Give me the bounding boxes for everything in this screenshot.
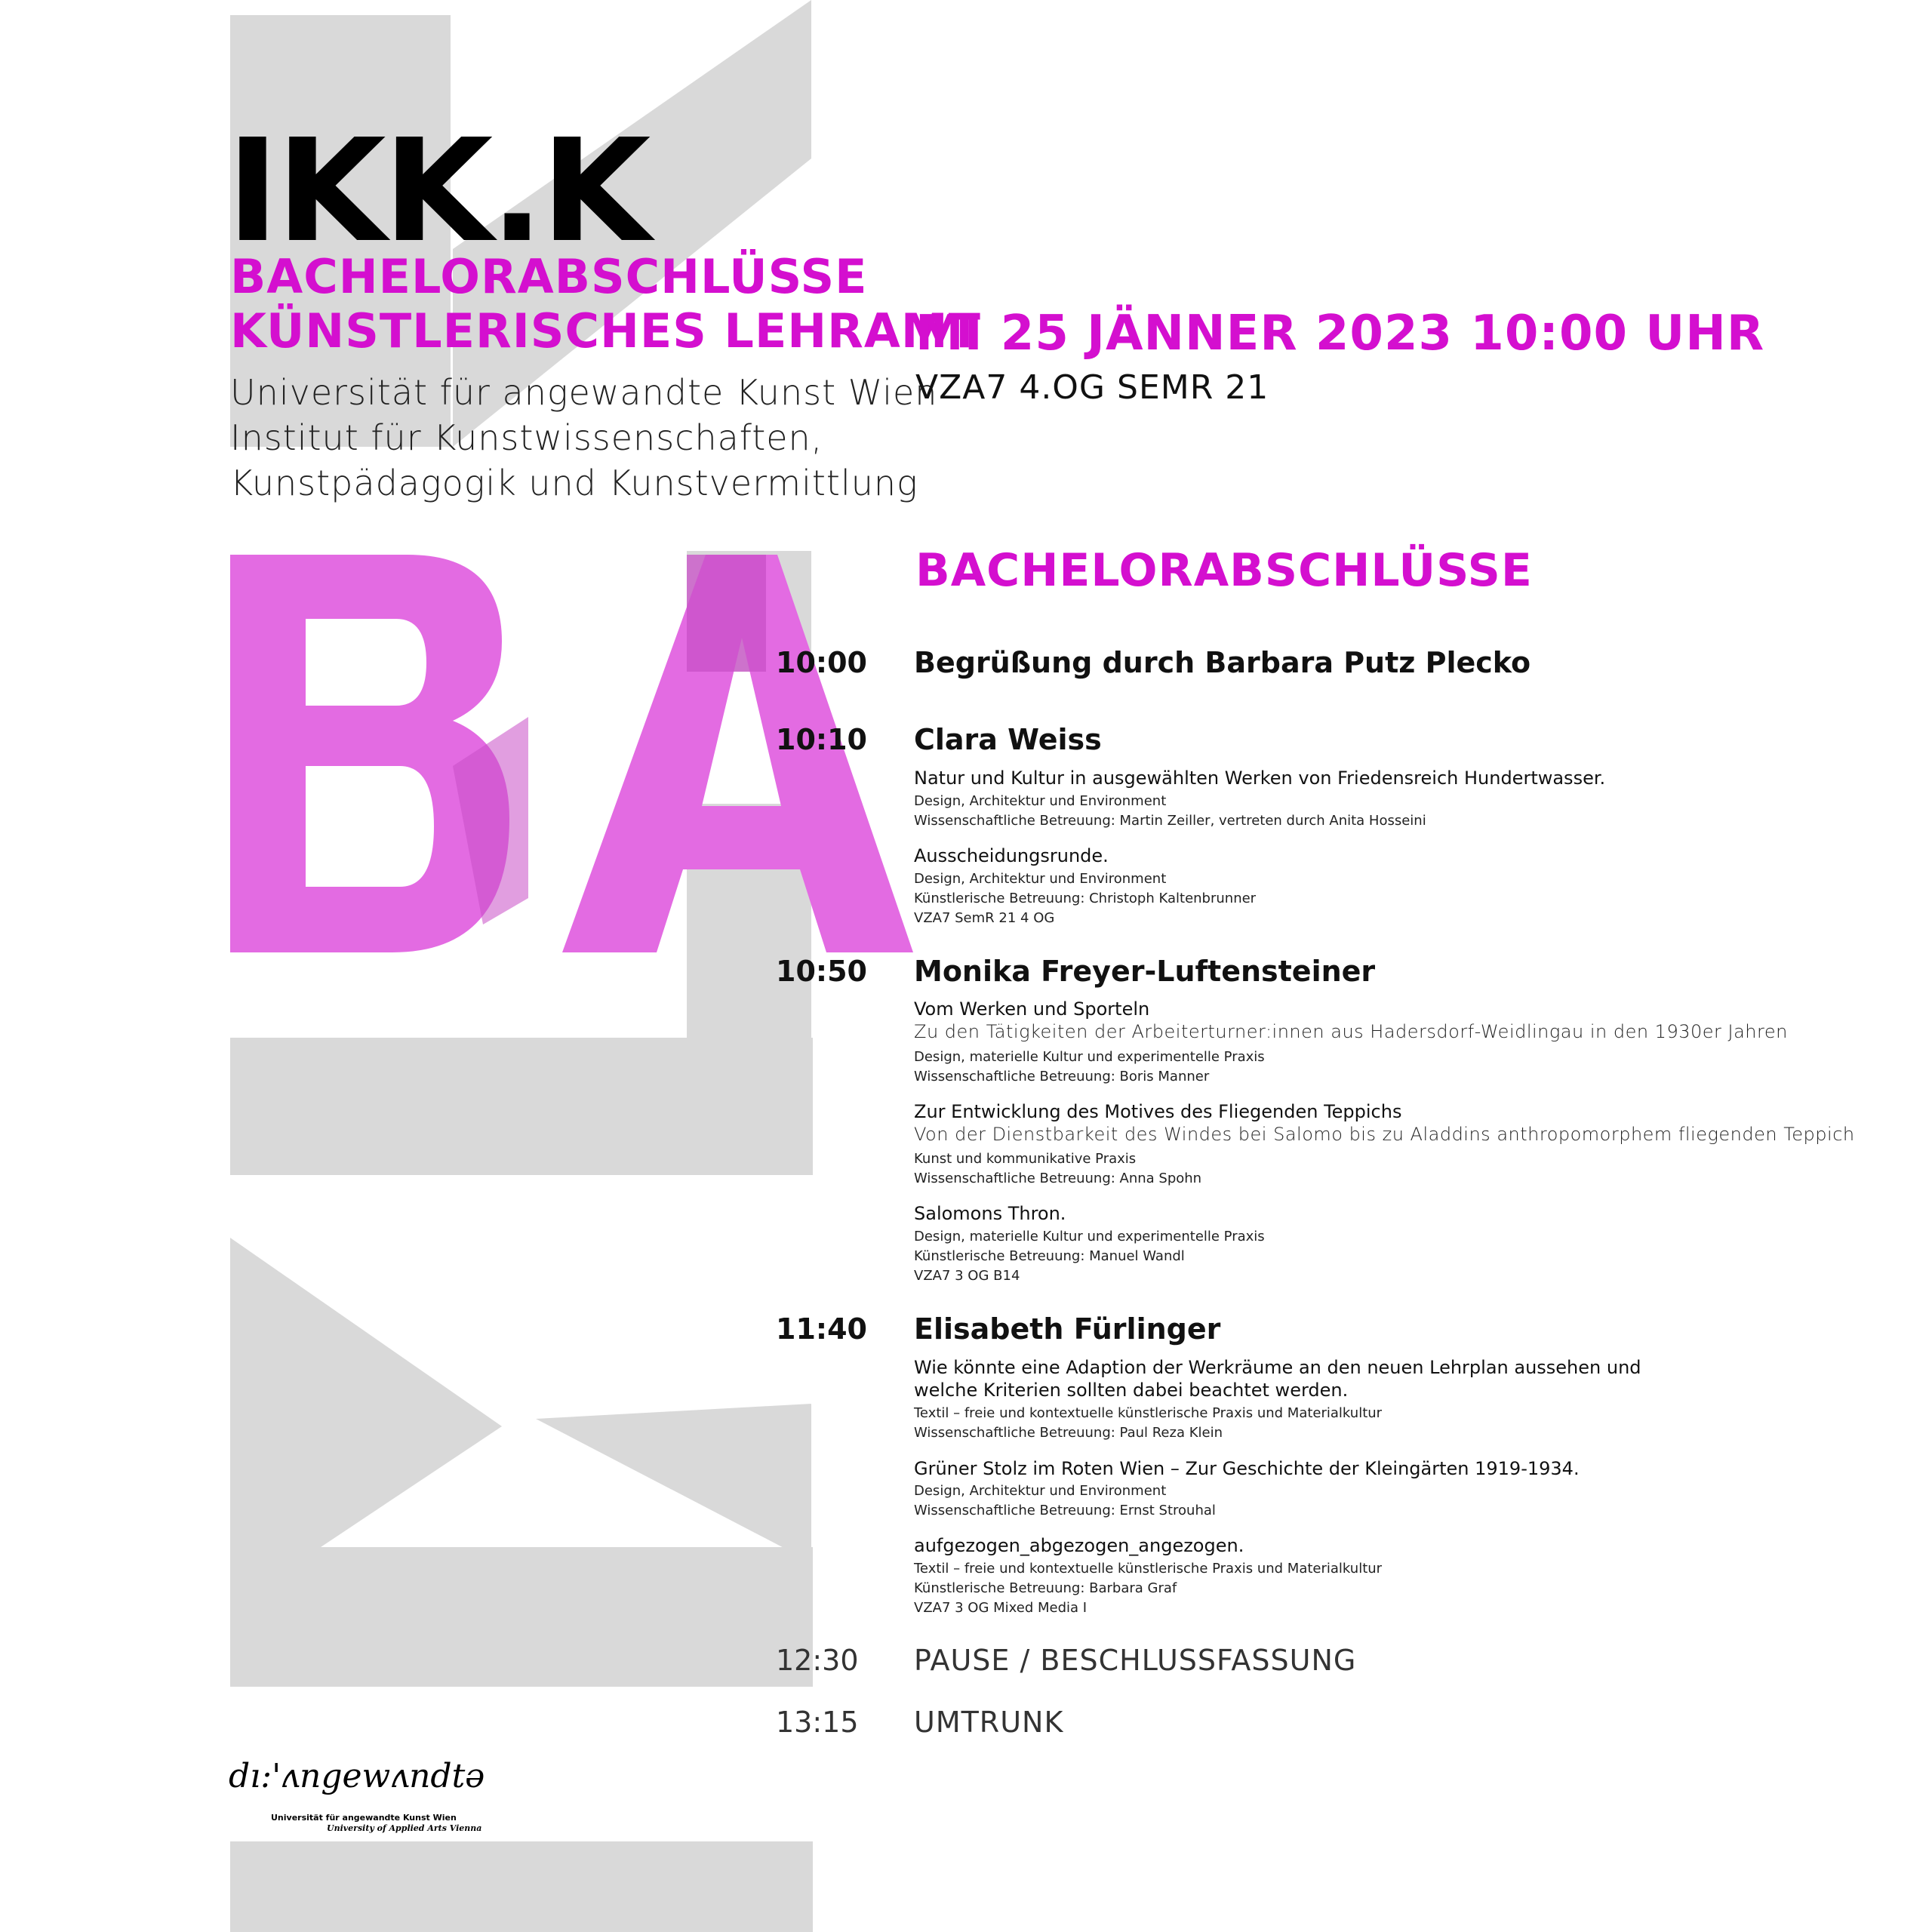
work-title: Zur Entwicklung des Motives des Fliegenden Teppichs: [914, 1101, 1402, 1122]
work-title: Grüner Stolz im Roten Wien – Zur Geschichte der Kleingärten 1919-1934.: [914, 1458, 1580, 1479]
work-meta: Design, materielle Kultur und experimentelle Praxis: [914, 1049, 1265, 1065]
work-meta: Wissenschaftliche Betreuung: Boris Manner: [914, 1069, 1210, 1084]
institution-line: Universität für angewandte Kunst Wien: [230, 372, 938, 413]
presenter-name: Monika Freyer-Luftensteiner: [914, 955, 1376, 988]
subtitle-line-1: BACHELORABSCHLÜSSE: [230, 249, 868, 304]
work-meta: VZA7 SemR 21 4 OG: [914, 910, 1055, 926]
work-title: Vom Werken und Sporteln: [914, 998, 1150, 1020]
presenter-name: Elisabeth Fürlinger: [914, 1312, 1221, 1346]
work-title: Wie könnte eine Adaption der Werkräume an den neuen Lehrplan aussehen und: [914, 1357, 1641, 1378]
time-slot: 12:30: [776, 1644, 859, 1677]
work-meta: Wissenschaftliche Betreuung: Paul Reza Klein: [914, 1425, 1223, 1441]
presenter-name: Clara Weiss: [914, 723, 1102, 756]
time-slot: 10:00: [776, 646, 867, 679]
logo-subline-german: Universität für angewandte Kunst Wien: [271, 1813, 457, 1823]
angewandte-logo: [229, 1757, 485, 1833]
backdrop-bar-bottom: [230, 1841, 813, 1932]
work-subtitle: Von der Dienstbarkeit des Windes bei Salomo bis zu Aladdins anthropomorphem fliegenden Teppich: [914, 1124, 1855, 1145]
subtitle-line-2: KÜNSTLERISCHES LEHRAMT: [230, 303, 981, 358]
time-slot: 10:50: [776, 955, 867, 988]
event-date: MI 25 JÄNNER 2023 10:00 UHR: [915, 306, 1765, 361]
work-meta: Design, Architektur und Environment: [914, 1483, 1167, 1499]
work-meta: Kunst und kommunikative Praxis: [914, 1151, 1137, 1167]
work-meta: VZA7 3 OG Mixed Media I: [914, 1600, 1088, 1616]
page-title: IKK.K: [226, 109, 648, 274]
backdrop-overlap-a: [687, 555, 766, 672]
work-meta: Künstlerische Betreuung: Christoph Kaltenbrunner: [914, 891, 1257, 906]
work-meta: VZA7 3 OG B14: [914, 1268, 1020, 1284]
work-title: aufgezogen_abgezogen_angezogen.: [914, 1535, 1244, 1556]
work-title: Natur und Kultur in ausgewählten Werken von Friedensreich Hundertwasser.: [914, 768, 1606, 789]
pause-label: PAUSE / BESCHLUSSFASSUNG: [914, 1644, 1357, 1677]
work-meta: Wissenschaftliche Betreuung: Martin Zeiller, vertreten durch Anita Hosseini: [914, 813, 1426, 829]
work-meta: Künstlerische Betreuung: Barbara Graf: [914, 1580, 1177, 1596]
work-title: Ausscheidungsrunde.: [914, 845, 1109, 866]
work-subtitle: Zu den Tätigkeiten der Arbeiterturner:innen aus Hadersdorf-Weidlingau in den 1930er Jahren: [914, 1021, 1788, 1042]
work-meta: Künstlerische Betreuung: Manuel Wandl: [914, 1248, 1185, 1264]
umtrunk-label: UMTRUNK: [914, 1706, 1064, 1739]
work-meta: Textil – freie und kontextuelle künstlerische Praxis und Materialkultur: [914, 1405, 1383, 1421]
logo-subline-english: University of Applied Arts Vienna: [327, 1823, 482, 1833]
time-slot: 11:40: [776, 1312, 867, 1346]
work-meta: Wissenschaftliche Betreuung: Ernst Strouhal: [914, 1503, 1216, 1518]
institution-line: Kunstpädagogik und Kunstvermittlung: [230, 463, 918, 503]
institution-block: [230, 370, 937, 506]
work-meta: Wissenschaftliche Betreuung: Anna Spohn: [914, 1171, 1202, 1186]
event-venue: VZA7 4.OG SEMR 21: [915, 368, 1269, 407]
welcome-label: Begrüßung durch Barbara Putz Plecko: [914, 646, 1531, 679]
work-meta: Design, materielle Kultur und experimentelle Praxis: [914, 1229, 1265, 1244]
time-slot: 13:15: [776, 1706, 859, 1739]
section-title: BACHELORABSCHLÜSSE: [915, 544, 1533, 597]
work-title: welche Kriterien sollten dabei beachtet werden.: [914, 1380, 1349, 1401]
work-meta: Design, Architektur und Environment: [914, 871, 1167, 887]
backdrop-letter-b: [230, 555, 509, 952]
logo-wordmark: dı:'ʌngewʌndtə: [229, 1757, 485, 1795]
work-title: Salomons Thron.: [914, 1203, 1066, 1224]
work-meta: Design, Architektur und Environment: [914, 793, 1167, 809]
work-meta: Textil – freie und kontextuelle künstlerische Praxis und Materialkultur: [914, 1561, 1383, 1577]
institution-line: Institut für Kunstwissenschaften,: [230, 417, 823, 458]
time-slot: 10:10: [776, 723, 867, 756]
